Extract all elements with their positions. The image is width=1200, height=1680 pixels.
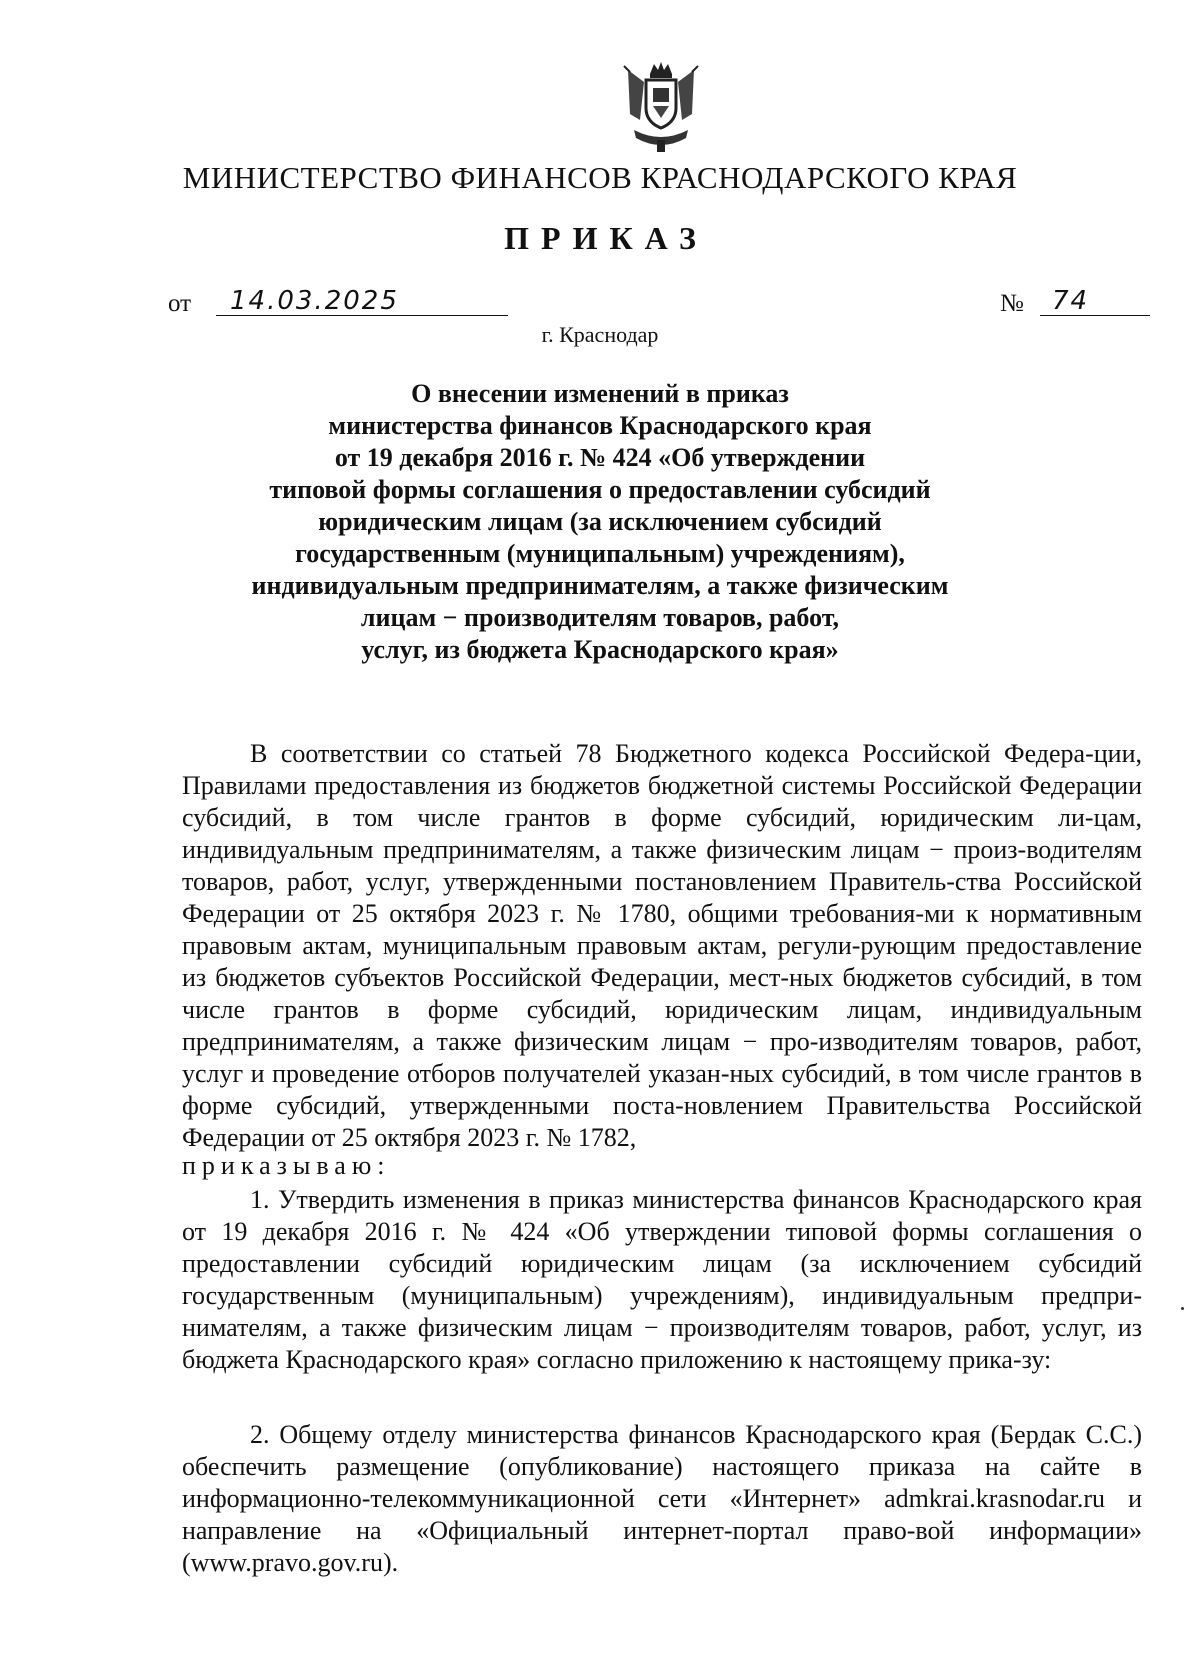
subject-line: государственным (муниципальным) учреждениям), bbox=[295, 539, 905, 568]
preamble-paragraph: В соответствии со статьей 78 Бюджетного кодекса Российской Федера-ции, Правилами предоставления из бюджетов бюджетной системы Российской Федерации субсидий, в том числе грантов в форме субсидий, юридическим ли-цам, индивидуальным предпринимателям, а также физическим лицам − произ-водителям товаров, работ, услуг, утвержденными постановлением Правитель-ства Российской Федерации от 25 октября 2023 г. № 1780, общими требования-ми к нормативным правовым актам, муниципальным правовым актам, регули-рующим предоставление из бюджетов субъектов Российской Федерации, мест-ных бюджетов субсидий, в том числе грантов в форме субсидий, юридическим лицам, индивидуальным предпринимателям, а также физическим лицам − про-изводителям товаров, работ, услуг и проведение отборов получателей указан-ных субсидий, в том числе грантов в форме субсидий, утвержденными поста-новлением Правительства Российской Федерации от 25 октября 2023 г. № 1782, bbox=[182, 739, 1142, 1152]
subject-line: от 19 декабря 2016 г. № 424 «Об утверждении bbox=[334, 443, 866, 472]
subject-line: типовой формы соглашения о предоставлении субсидий bbox=[269, 475, 931, 504]
number-row bbox=[1000, 286, 1090, 318]
coat-of-arms-icon bbox=[620, 60, 702, 156]
subject-line: О внесении изменений в приказ bbox=[411, 379, 789, 408]
date-row bbox=[168, 286, 399, 318]
city: г. Краснодар bbox=[541, 322, 659, 347]
date-value: 14.03.2025 bbox=[216, 286, 508, 316]
subject-line: индивидуальным предпринимателям, а также физическим bbox=[251, 571, 949, 600]
scan-dot bbox=[1181, 1307, 1184, 1310]
number-value: 74 bbox=[1040, 286, 1150, 316]
subject-line: министерства финансов Краснодарского края bbox=[328, 411, 872, 440]
subject-line: услуг, из бюджета Краснодарского края» bbox=[361, 635, 839, 664]
ministry-name: МИНИСТЕРСТВО ФИНАНСОВ КРАСНОДАРСКОГО КРАЯ bbox=[182, 160, 1018, 195]
subject-line: юридическим лицам (за исключением субсидий bbox=[318, 507, 882, 536]
number-label: № bbox=[1000, 290, 1024, 317]
order-subject bbox=[0, 378, 1200, 666]
order-item-1: 1. Утвердить изменения в приказ министерства финансов Краснодарского края от 19 декабря 2016 г. № 424 «Об утверждении типовой формы соглашения о предоставлении субсидий юридическим лицам (за исключением субсидий государственным (муниципальным) учреждениям), индивидуальным предпри-нимателям, а также физическим лицам − производителям товаров, работ, услуг, из бюджета Краснодарского края» согласно приложению к настоящему прика-зу: bbox=[182, 1185, 1142, 1374]
subject-line: лицам − производителям товаров, работ, bbox=[360, 603, 840, 632]
order-verb: приказываю: bbox=[182, 1151, 391, 1180]
date-label: от bbox=[168, 290, 192, 317]
order-item-2: 2. Общему отделу министерства финансов Краснодарского края (Бердак С.С.) обеспечить размещение (опубликование) настоящего приказа на сайте в информационно-телекоммуникационной сети «Интернет» admkrai.krasnodar.ru и направление на «Официальный интернет-портал право-вой информации» (www.pravo.gov.ru). bbox=[182, 1420, 1142, 1577]
document-type-title: ПРИКАЗ bbox=[504, 220, 708, 256]
